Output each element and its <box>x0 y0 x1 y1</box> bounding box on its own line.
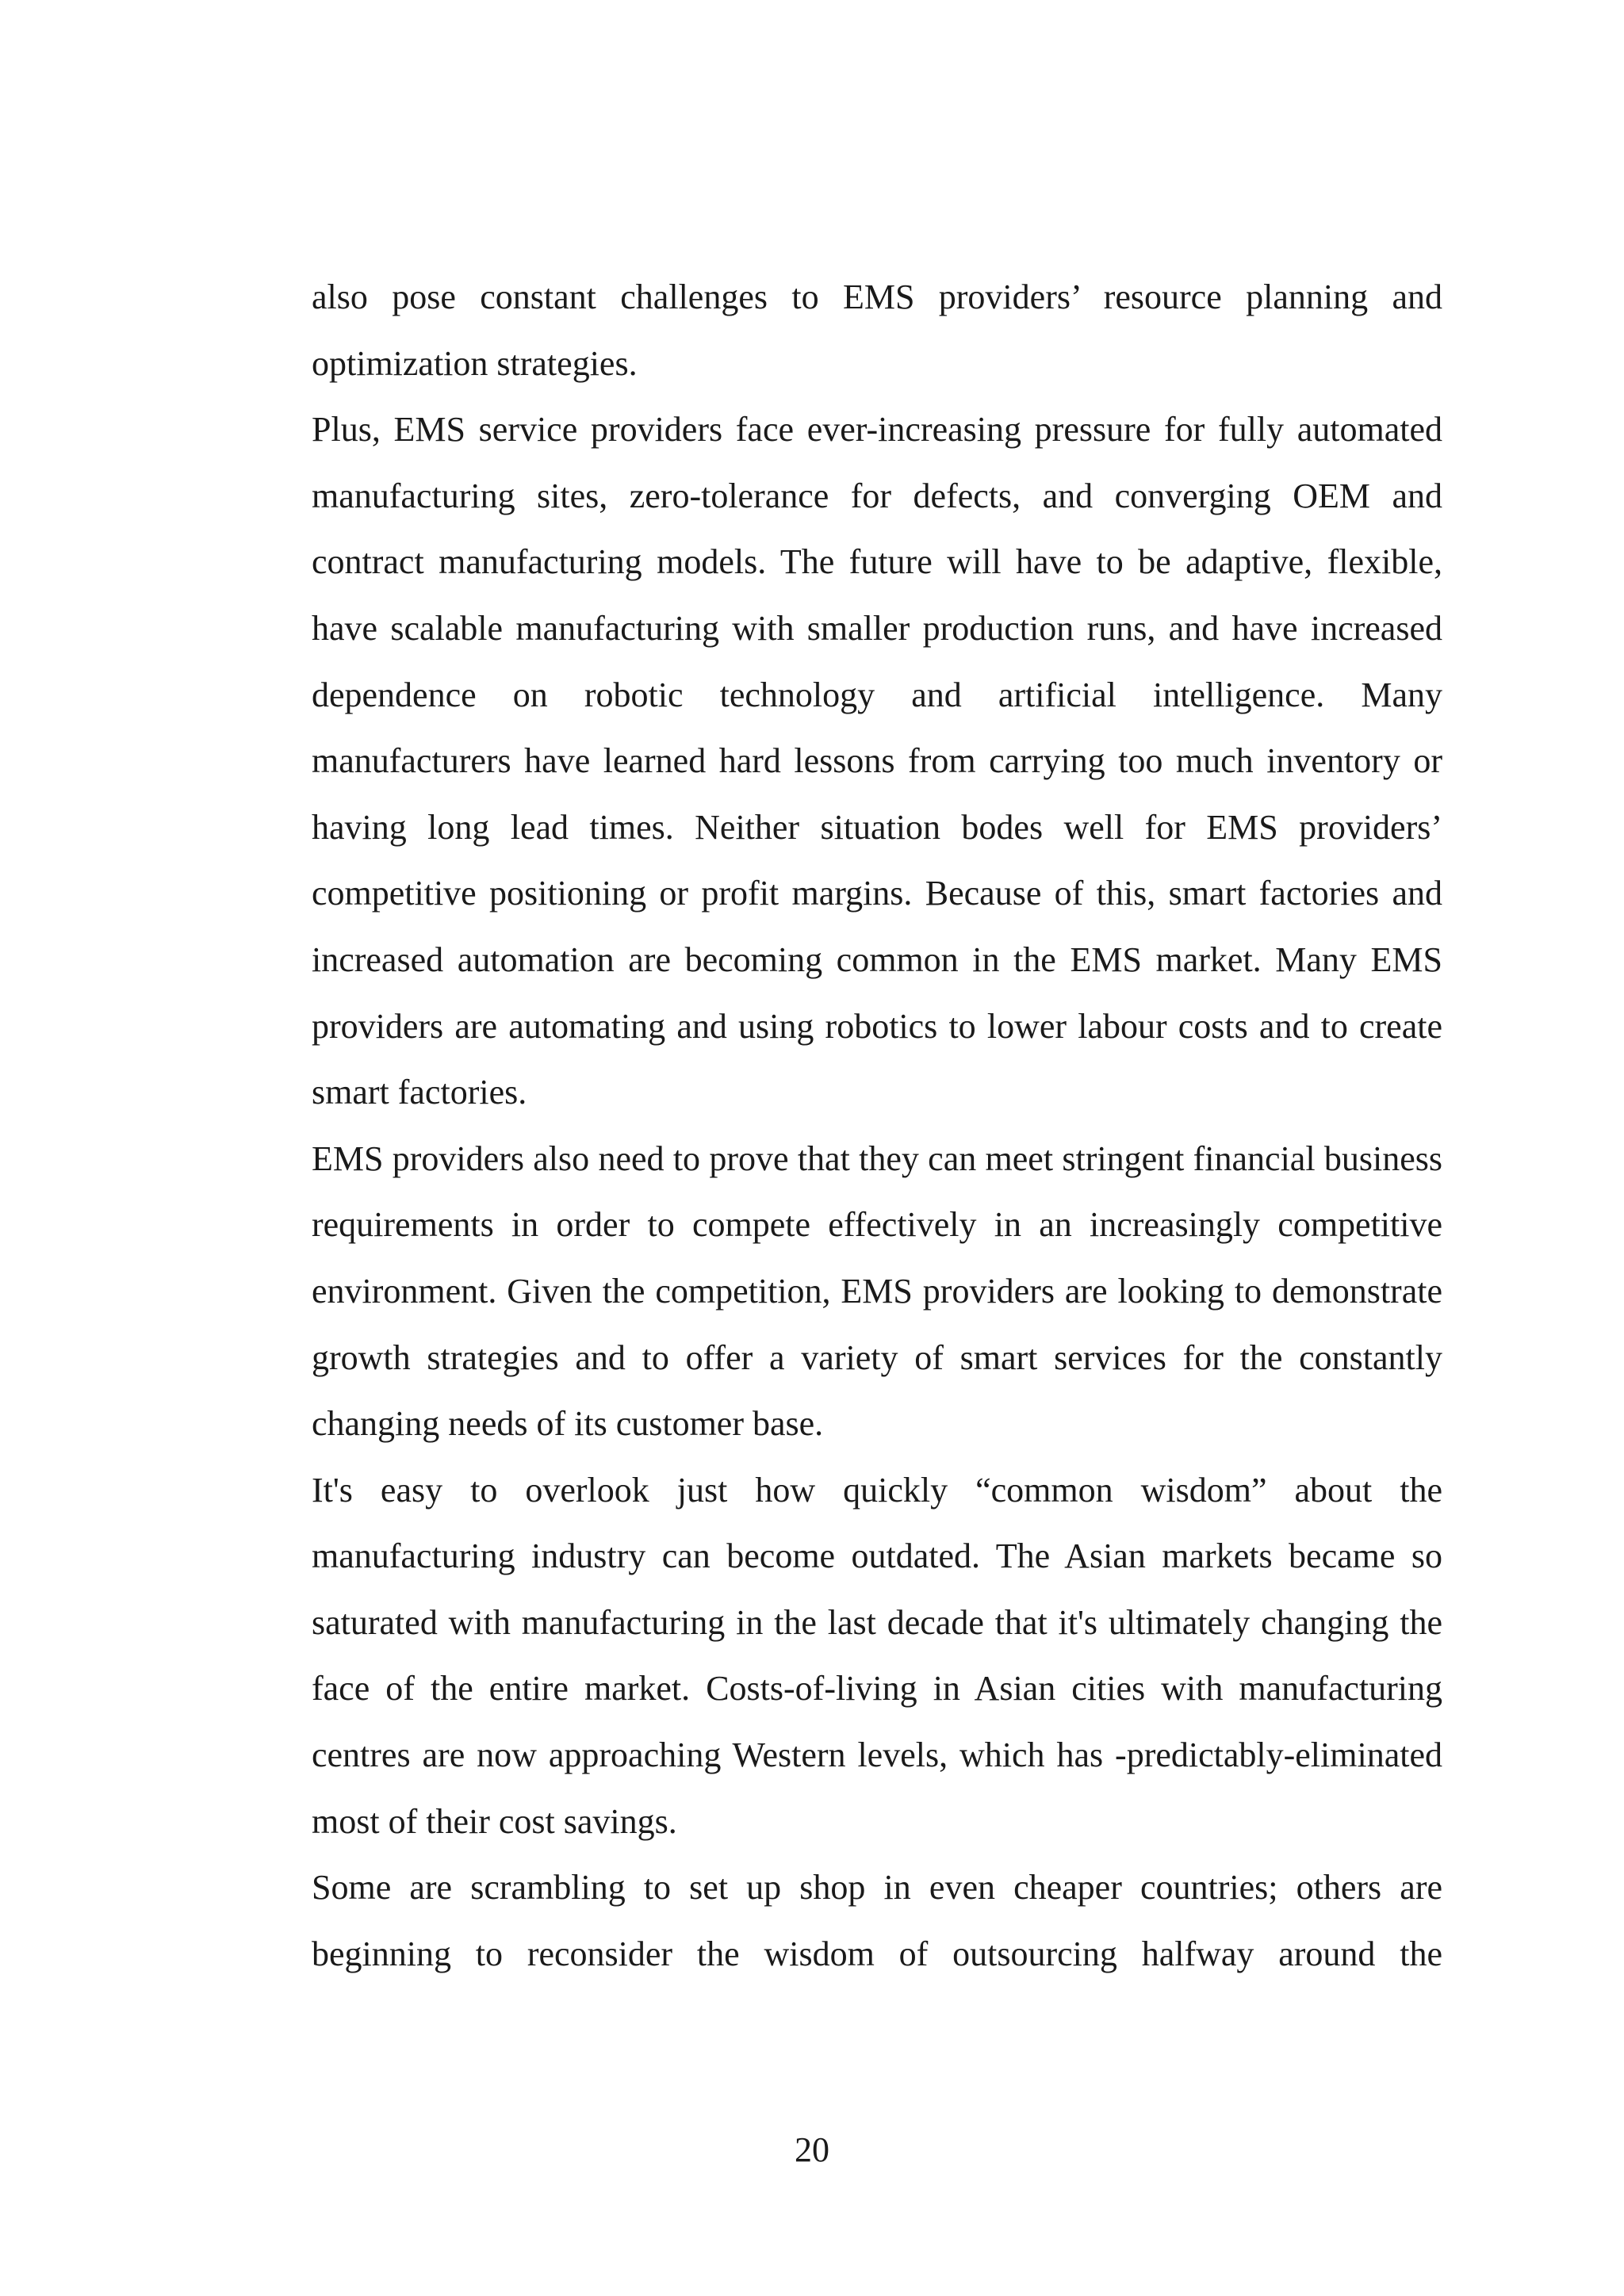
paragraph-4: It's easy to overlook just how quickly “common wisdom” about the manufacturing industry can become outdated. The Asian markets became so saturated with manufacturing in the last decade that it's ultimately changing the face of the entire market. Costs-of-living in Asian cities with manufacturing centres are now approaching Western levels, which has -predictably-eliminated most of their cost savings. <box>312 1470 1442 1841</box>
paragraph-2: Plus, EMS service providers face ever-increasing pressure for fully automated manufacturing sites, zero-tolerance for defects, and converging OEM and contract manufacturing models. The future will have to be adaptive, flexible, have scalable manufacturing with smaller production runs, and have increased dependence on robotic technology and artificial intelligence. Many manufacturers have learned hard lessons from carrying too much inventory or having long lead times. Neither situation bodes well for EMS providers’ competitive positioning or profit margins. Because of this, smart factories and increased automation are becoming common in the EMS market. Many EMS providers are automating and using robotics to lower labour costs and to create smart factories. <box>312 410 1442 1112</box>
paragraph-3: EMS providers also need to prove that they can meet stringent financial business requirements in order to compete effectively in an increasingly competitive environment. Given the competition, EMS providers are looking to demonstrate growth strategies and to offer a variety of smart services for the constantly changing needs of its customer base. <box>312 1138 1442 1444</box>
paragraph-5: Some are scrambling to set up shop in even cheaper countries; others are beginning to reconsider the wisdom of outsourcing halfway around the <box>312 1868 1442 1973</box>
paragraph-1: also pose constant challenges to EMS providers’ resource planning and optimization strategies. <box>312 277 1442 383</box>
page-number: 20 <box>795 2130 829 2169</box>
body-text <box>312 264 1442 1987</box>
